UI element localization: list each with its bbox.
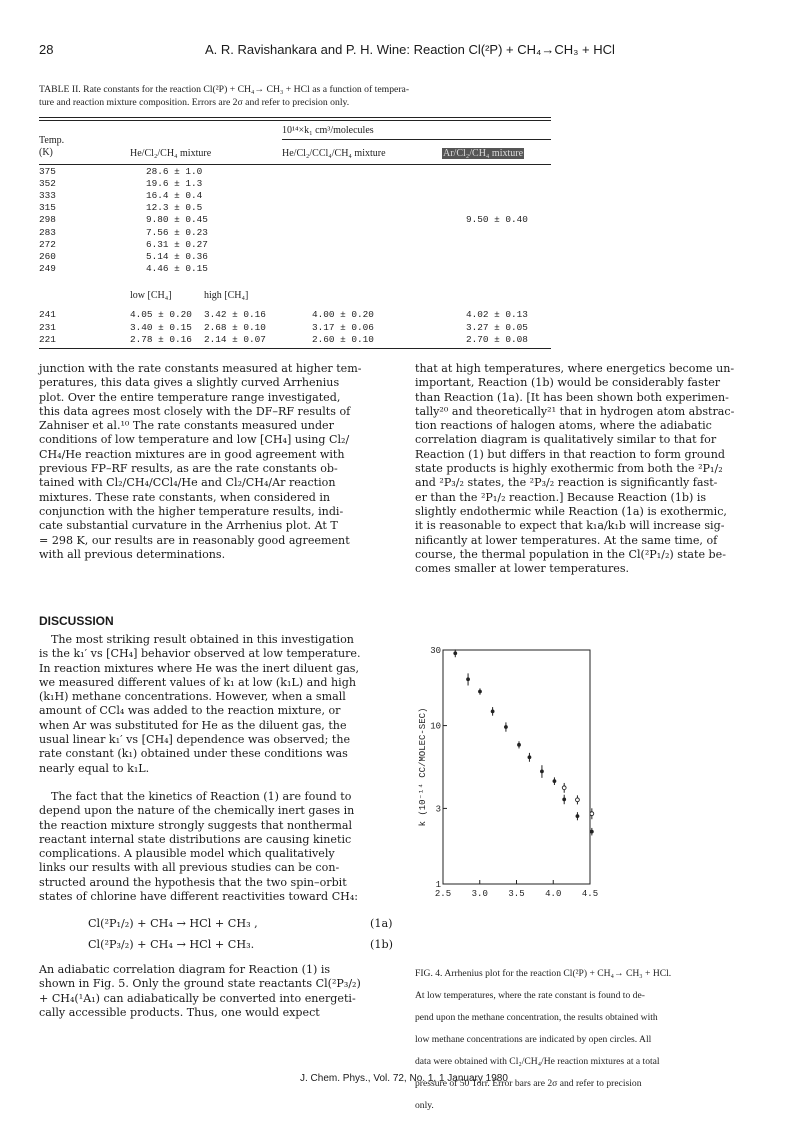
table-cell-low: 4.05 ± 0.20: [130, 309, 192, 320]
table-cell-ar: 4.02 ± 0.13: [466, 309, 528, 320]
col-mix1: He/Cl₂/CH₄ mixture: [130, 148, 212, 159]
text-line: correlation diagram is qualitatively similar to that for: [415, 433, 717, 447]
text-line: The fact that the kinetics of Reaction (1) are found to: [51, 790, 352, 803]
left-para-2: [39, 633, 399, 776]
x-tick-label: 4.0: [545, 889, 562, 899]
x-tick-label: 4.5: [581, 889, 599, 899]
table-cell-low: 2.78 ± 0.16: [130, 334, 192, 346]
text-line: nificantly at lower temperatures. At the same time, of: [415, 533, 718, 547]
running-title: A. R. Ravishankara and P. H. Wine: Reaction Cl(²P) + CH₄→CH₃ + HCl: [205, 42, 615, 57]
col-temp-unit: (K): [39, 147, 53, 158]
text-line: links our results with all previous studies can be con-: [39, 861, 340, 875]
col-temp-label: Temp.: [39, 135, 65, 146]
y-tick-label: 3: [435, 804, 441, 815]
text-line: amount of CCl₄ was added to the reaction mixture, or: [39, 704, 341, 718]
table-cell-low: 3.40 ± 0.15: [130, 321, 192, 333]
data-point: [466, 677, 470, 681]
page-number: 28: [39, 42, 54, 57]
col-mix3-label: Ar/Cl₂/CH₄ mixture: [443, 148, 524, 159]
table-cell-he: 4.46 ± 0.15: [146, 262, 208, 274]
table-cell-ar: 2.70 ± 0.08: [466, 334, 528, 346]
data-point: [517, 743, 521, 747]
text-line: previous FP–RF results, as are the rate constants ob-: [39, 462, 338, 476]
table-top-rule: [39, 117, 551, 118]
table-cell-ccl4: 4.00 ± 0.20: [312, 309, 374, 320]
table-bottom-rule: [39, 348, 551, 349]
text-line: Reaction (1) but differs in that reaction to form ground: [415, 447, 725, 461]
text-line: depend upon the nature of the chemically inert gases in: [39, 804, 355, 818]
data-point: [590, 830, 594, 834]
text-line: conditions of low temperature and low [CH₄] using Cl₂/: [39, 433, 350, 447]
units-header: 10¹⁴×k₁ cm³/molecules: [282, 125, 374, 136]
text-line: Zahniser et al.¹⁰ The rate constants measured under: [39, 419, 334, 433]
table-cell-high: 3.42 ± 0.16: [204, 309, 266, 320]
table-units-rule: [282, 139, 551, 140]
text-line: comes smaller at lower temperatures.: [415, 562, 630, 576]
y-tick-label: 30: [430, 646, 441, 656]
text-line: it is reasonable to expect that k₁a/k₁b will increase sig-: [415, 519, 725, 533]
text-line: pend upon the methane concentration, the results obtained with: [415, 1011, 658, 1023]
text-line: tally²⁰ and theoretically²¹ that in hydrogen atom abstrac-: [415, 404, 735, 418]
x-tick-label: 3.5: [508, 889, 525, 899]
equation-1a: Cl(²P₁/₂) + CH₄ → HCl + CH₃ ,: [88, 917, 258, 930]
text-line: plot. Over the entire temperature range investigated,: [39, 390, 341, 404]
table-cell-he: 6.31 ± 0.27: [146, 238, 208, 250]
text-line: reactant internal state distributions are causing kinetic: [39, 832, 352, 846]
text-line: nearly equal to k₁L.: [39, 761, 150, 775]
text-line: state products is highly exothermic from both the ²P₁/₂: [415, 462, 723, 476]
table-header-rule: [39, 164, 551, 165]
table-cell-temp: 221: [39, 334, 56, 346]
table-cell-temp: 352: [39, 178, 56, 190]
data-point: [562, 798, 566, 802]
text-line: this data agrees most closely with the DF–RF results of: [39, 404, 351, 418]
col-mix2: He/Cl₂/CCl₄/CH₄ mixture: [282, 148, 386, 159]
table-top-rule-2: [39, 120, 551, 121]
table-cell-he: 16.4 ± 0.4: [146, 190, 203, 202]
data-point: [553, 779, 557, 783]
table-cell-ar: 3.27 ± 0.05: [466, 321, 528, 333]
text-line: = 298 K, our results are in reasonably good agreement: [39, 533, 350, 547]
text-line: and ²P₃/₂ states, the ²P₃/₂ reaction is significantly fast-: [415, 476, 718, 490]
figure-caption: [415, 958, 795, 1122]
text-line: CH₄/He reaction mixtures are in good agreement with: [39, 447, 345, 461]
col-mix3: [442, 148, 524, 159]
table-cell-high: 2.14 ± 0.07: [204, 334, 266, 346]
data-point: [491, 709, 495, 713]
text-line: peratures, this data gives a slightly curved Arrhenius: [39, 376, 340, 390]
data-point: [478, 690, 482, 694]
text-line: that at high temperatures, where energetics become un-: [415, 362, 735, 375]
arrhenius-plot: [405, 628, 605, 899]
footer-journal: J. Chem. Phys., Vol. 72, No. 1, 1 January 1980: [300, 1073, 508, 1084]
text-line: The most striking result obtained in this investigation: [51, 633, 354, 646]
y-axis-label: k (10⁻¹⁴ CC/MOLEC-SEC): [418, 707, 428, 827]
text-line: low methane concentrations are indicated by open circles. All: [415, 1033, 652, 1045]
sub-low: low [CH₄]: [130, 290, 172, 301]
table-cell-ccl4: 2.60 ± 0.10: [312, 334, 374, 346]
text-line: structed around the hypothesis that the two spin–orbit: [39, 875, 347, 889]
data-point: [540, 769, 544, 773]
text-line: with all previous determinations.: [39, 547, 226, 561]
text-line: junction with the rate constants measured at higher tem-: [39, 362, 362, 375]
text-line: slightly endothermic while Reaction (1a) is exothermic,: [415, 504, 727, 518]
equation-1b: Cl(²P₃/₂) + CH₄ → HCl + CH₃.: [88, 938, 255, 951]
equation-1b-label: (1b): [370, 938, 394, 951]
text-line: tained with Cl₂/CH₄/CCl₄/He and Cl₂/CH₄/Ar reaction: [39, 476, 336, 490]
text-line: complications. A plausible model which qualitatively: [39, 847, 335, 861]
text-line: we measured different values of k₁ at low (k₁L) and high: [39, 675, 356, 689]
text-line: er than the ²P₁/₂ reaction.] Because Reaction (1b) is: [415, 490, 707, 504]
text-line: than Reaction (1a). [It has been shown both experimen-: [415, 390, 729, 404]
table-cell-temp: 260: [39, 250, 56, 262]
equation-1a-label: (1a): [370, 917, 393, 930]
table-cell-temp: 375: [39, 166, 56, 177]
table-caption-line2: ture and reaction mixture composition. Errors are 2σ and refer to precision only.: [39, 97, 350, 108]
plot-frame: [443, 650, 590, 884]
data-point-open: [562, 786, 566, 790]
text-line: important, Reaction (1b) would be considerably faster: [415, 376, 721, 390]
data-point: [528, 755, 532, 759]
table-cell-temp: 241: [39, 309, 56, 320]
text-line: data were obtained with Cl₂/CH₄/He reaction mixtures at a total: [415, 1055, 660, 1067]
left-para-1: [39, 362, 399, 562]
table-cell-he: 19.6 ± 1.3: [146, 178, 203, 190]
table-cell-temp: 298: [39, 214, 56, 226]
left-para-3: [39, 790, 399, 904]
data-point: [453, 651, 457, 655]
table-cell-temp: 231: [39, 321, 56, 333]
table-cell-high: 2.68 ± 0.10: [204, 321, 266, 333]
left-para-4: [39, 963, 399, 1020]
data-point: [576, 814, 580, 818]
text-line: An adiabatic correlation diagram for Reaction (1) is: [39, 963, 331, 976]
text-line: At low temperatures, where the rate constant is found to de-: [415, 989, 645, 1001]
text-line: only.: [415, 1100, 434, 1112]
text-line: In reaction mixtures where He was the inert diluent gas,: [39, 661, 360, 675]
table-cell-ccl4: 3.17 ± 0.06: [312, 321, 374, 333]
table-cell-temp: 315: [39, 202, 56, 214]
text-line: FIG. 4. Arrhenius plot for the reaction Cl(²P) + CH₄→ CH₃ + HCl.: [415, 967, 672, 979]
text-line: is the k₁′ vs [CH₄] behavior observed at low temperature.: [39, 647, 361, 661]
x-tick-label: 2.5: [434, 889, 452, 899]
text-line: conjunction with the higher temperature results, indi-: [39, 504, 344, 518]
text-line: course, the thermal population in the Cl(²P₁/₂) state be-: [415, 547, 726, 561]
text-line: the reaction mixture strongly suggests that nonthermal: [39, 818, 353, 832]
table-cell-he: 28.6 ± 1.0: [146, 166, 203, 177]
text-line: + CH₄(¹A₁) can adiabatically be converted into energeti-: [39, 991, 356, 1005]
text-line: cate substantial curvature in the Arrhenius plot. At T: [39, 519, 338, 533]
y-tick-label: 1: [435, 880, 441, 890]
table-cell-temp: 272: [39, 238, 56, 250]
data-point: [504, 725, 508, 729]
text-line: shown in Fig. 5. Only the ground state reactants Cl(²P₃/₂): [39, 977, 361, 991]
data-point-open: [590, 812, 594, 816]
text-line: rate constant (k₁) obtained under these conditions was: [39, 747, 348, 761]
table-cell-he: 7.56 ± 0.23: [146, 226, 208, 238]
table-cell-temp: 249: [39, 262, 56, 274]
sub-high: high [CH₄]: [204, 290, 249, 301]
text-line: cally accessible products. Thus, one would expect: [39, 1005, 320, 1019]
text-line: mixtures. These rate constants, when considered in: [39, 490, 331, 504]
text-line: usual linear k₁′ vs [CH₄] dependence was observed; the: [39, 733, 351, 747]
text-line: tion reactions of halogen atoms, where the adiabatic: [415, 419, 712, 433]
table-cell-he: 9.80 ± 0.45: [146, 214, 208, 226]
data-point-open: [576, 798, 580, 802]
text-line: pressure of 50 Torr. Error bars are 2σ and refer to precision: [415, 1078, 642, 1090]
table-cell-ar: 9.50 ± 0.40: [466, 214, 528, 226]
table-cell-temp: 333: [39, 190, 56, 202]
table-cell-he: 12.3 ± 0.5: [146, 202, 203, 214]
text-line: when Ar was substituted for He as the diluent gas, the: [39, 718, 347, 732]
text-line: (k₁H) methane concentrations. However, when a small: [39, 690, 346, 704]
right-para-1: [415, 362, 790, 576]
table-cell-he: 5.14 ± 0.36: [146, 250, 208, 262]
table-caption-line1: TABLE II. Rate constants for the reaction Cl(²P) + CH₄→ CH₃ + HCl as a function of tempera-: [39, 84, 410, 95]
y-tick-label: 10: [430, 721, 441, 732]
table-cell-temp: 283: [39, 226, 56, 238]
text-line: states of chlorine have different reactivities toward CH₄:: [39, 890, 359, 904]
section-heading-discussion: DISCUSSION: [39, 614, 114, 628]
x-tick-label: 3.0: [471, 889, 488, 899]
